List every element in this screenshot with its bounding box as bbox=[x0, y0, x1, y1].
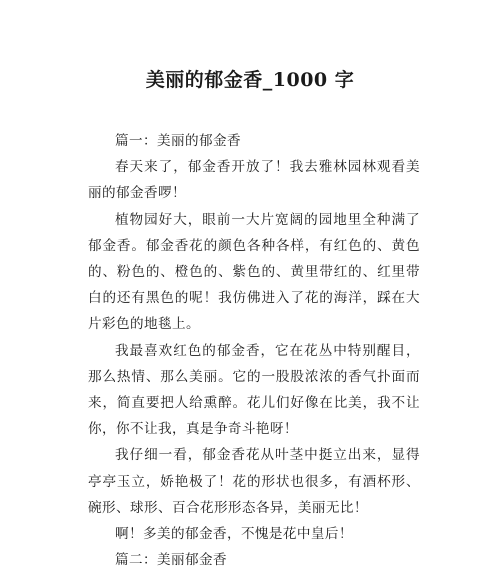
document-body bbox=[88, 128, 420, 573]
paragraph: 啊！多美的郁金香，不愧是花中皇后！ bbox=[115, 526, 353, 543]
document-title: 美丽的郁金香_1000 字 bbox=[145, 69, 355, 91]
paragraph: 植物园好大，眼前一大片宽阔的园地里全种满了郁金香。郁金香花的颜色各种各样，有红色的、黄色的、粉色的、橙色的、紫色的、黄里带红的、红里带白的还有黑色的呢！我仿佛进入了花的海洋，踩在大片彩色的地毯上。 bbox=[88, 211, 420, 333]
section-heading-2: 篇二：美丽郁金香 bbox=[115, 552, 227, 569]
paragraph: 我仔细一看，郁金香花从叶茎中挺立出来，显得亭亭玉立，娇艳极了！花的形状也很多，有酒杯形、碗形、球形、百合花形形态各异，美丽无比！ bbox=[88, 447, 420, 516]
paragraph: 我最喜欢红色的郁金香，它在花丛中特别醒目，那么热情、那么美丽。它的一股股浓浓的香气扑面而来，简直要把人给熏醉。花儿们好像在比美，我不让你，你不让我，真是争奇斗艳呀！ bbox=[88, 342, 420, 438]
paragraph: 春天来了，郁金香开放了！我去雅林园林观看美丽的郁金香啰！ bbox=[88, 159, 420, 202]
section-heading-1: 篇一：美丽的郁金香 bbox=[115, 133, 241, 149]
